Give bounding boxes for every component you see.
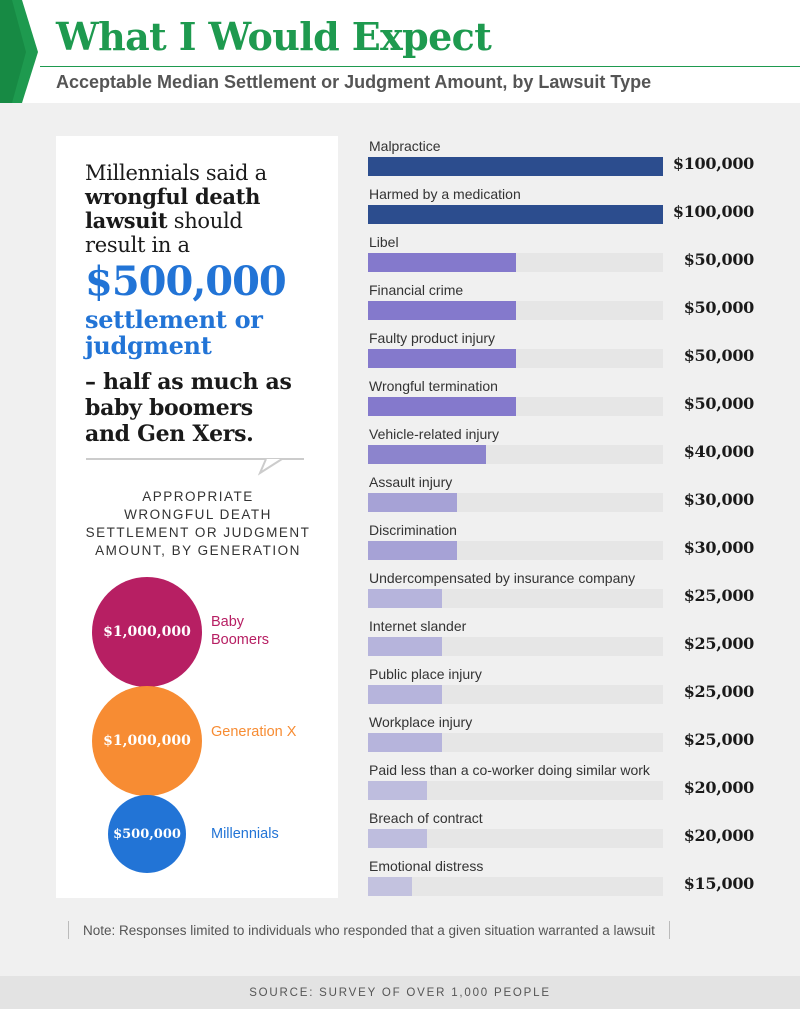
bar-value-label: $100,000 <box>672 202 754 221</box>
bar-track <box>368 877 663 896</box>
generation-caption <box>76 488 320 560</box>
bar-value-label: $50,000 <box>683 298 754 317</box>
title-divider <box>40 66 800 67</box>
bar <box>368 541 457 560</box>
caption-line: SETTLEMENT OR JUDGMENT <box>85 525 311 540</box>
bar-row <box>368 378 768 426</box>
bar-row <box>368 426 768 474</box>
bar <box>368 349 516 368</box>
bar-row <box>368 282 768 330</box>
bar-row <box>368 762 768 810</box>
bar-row <box>368 474 768 522</box>
speech-bubble-divider <box>86 456 304 476</box>
bar-track <box>368 349 663 368</box>
baby-boomers-circle <box>92 577 202 687</box>
generation-x-label <box>211 723 296 741</box>
callout-tail-line: baby boomers <box>85 395 253 421</box>
bar <box>368 877 412 896</box>
baby-boomers-label <box>211 613 269 649</box>
page-subtitle: Acceptable Median Settlement or Judgment Amount, by Lawsuit Type <box>56 72 652 92</box>
gen-label-line: Generation X <box>211 724 297 740</box>
callout-line <box>85 209 330 233</box>
bar-value-label: $50,000 <box>683 394 754 413</box>
bar-track <box>368 493 663 512</box>
bar <box>368 733 442 752</box>
bar-category-label: Faulty product injury <box>369 330 496 346</box>
callout-line: Millennials said a <box>85 161 267 185</box>
bar-value-label: $25,000 <box>683 586 754 605</box>
bar-track <box>368 589 663 608</box>
bar-row <box>368 858 768 906</box>
circle-value: $500,000 <box>113 826 181 842</box>
callout-blue-line: settlement or <box>85 305 263 334</box>
bar-row <box>368 330 768 378</box>
bar <box>368 637 442 656</box>
bar-category-label: Vehicle-related injury <box>369 426 499 442</box>
bar-value-label: $30,000 <box>683 538 754 557</box>
bar-value-label: $25,000 <box>683 682 754 701</box>
bar-value-label: $100,000 <box>672 154 754 173</box>
gen-label-line: Boomers <box>211 632 270 648</box>
note-divider <box>669 921 670 939</box>
gen-label-line: Millennials <box>211 826 279 842</box>
millennials-circle <box>108 795 186 873</box>
callout-line: wrongful death <box>85 184 261 209</box>
bar-value-label: $50,000 <box>683 250 754 269</box>
bar <box>368 493 457 512</box>
bar-category-label: Discrimination <box>369 522 457 538</box>
bar-track <box>368 253 663 272</box>
caption-line: WRONGFUL DEATH <box>124 507 272 522</box>
source-text: SOURCE: SURVEY OF OVER 1,000 PEOPLE <box>249 986 551 999</box>
bar-category-label: Paid less than a co-worker doing similar work <box>369 762 650 778</box>
bar-track <box>368 733 663 752</box>
bar-value-label: $25,000 <box>683 634 754 653</box>
bar <box>368 781 427 800</box>
bar <box>368 685 442 704</box>
bar-category-label: Assault injury <box>369 474 453 490</box>
bar-category-label: Libel <box>369 234 399 250</box>
caption-line: APPROPRIATE <box>142 489 254 504</box>
bar-value-label: $15,000 <box>683 874 754 893</box>
caption-line: AMOUNT, BY GENERATION <box>95 543 301 558</box>
bar-row <box>368 138 768 186</box>
callout-line: result in a <box>85 233 190 257</box>
bar-track <box>368 397 663 416</box>
bar-value-label: $40,000 <box>683 442 754 461</box>
bar-row <box>368 186 768 234</box>
circle-value: $1,000,000 <box>103 624 191 640</box>
bar-category-label: Harmed by a medication <box>369 186 521 202</box>
callout-tail-line: – half as much as <box>85 369 292 395</box>
bar-category-label: Emotional distress <box>369 858 484 874</box>
page-title: What I Would Expect <box>56 14 492 59</box>
header-flag-icon <box>0 0 42 103</box>
bar-category-label: Malpractice <box>369 138 441 154</box>
callout-card <box>56 136 338 898</box>
bar-track <box>368 205 663 224</box>
bar <box>368 205 663 224</box>
bar-row <box>368 666 768 714</box>
millennials-label <box>211 825 279 843</box>
bar-category-label: Financial crime <box>369 282 464 298</box>
bar <box>368 301 516 320</box>
bar <box>368 397 516 416</box>
footnote-text: Note: Responses limited to individuals who responded that a given situation warranted a lawsuit <box>83 922 655 938</box>
generation-x-circle <box>92 686 202 796</box>
callout-text <box>85 161 330 447</box>
bar-value-label: $25,000 <box>683 730 754 749</box>
bar-track <box>368 637 663 656</box>
callout-word: should <box>167 209 243 233</box>
bar-track <box>368 301 663 320</box>
bar-category-label: Internet slander <box>369 618 467 634</box>
bar-row <box>368 618 768 666</box>
bar-category-label: Breach of contract <box>369 810 483 826</box>
bar-value-label: $20,000 <box>683 826 754 845</box>
bar-category-label: Undercompensated by insurance company <box>369 570 636 586</box>
bar <box>368 829 427 848</box>
bar-track <box>368 541 663 560</box>
callout-bold-word: lawsuit <box>85 208 168 233</box>
bar-row <box>368 234 768 282</box>
bar-row <box>368 522 768 570</box>
bar-track <box>368 781 663 800</box>
gen-label-line: Baby <box>211 614 245 630</box>
bar <box>368 157 663 176</box>
callout-tail-line: and Gen Xers. <box>85 421 254 447</box>
bar-row <box>368 714 768 762</box>
header <box>0 0 800 103</box>
bar-category-label: Public place injury <box>369 666 482 682</box>
source-band <box>0 976 800 1009</box>
bar-track <box>368 685 663 704</box>
bar <box>368 589 442 608</box>
bar-category-label: Wrongful termination <box>369 378 498 394</box>
bar-value-label: $50,000 <box>683 346 754 365</box>
bar-track <box>368 445 663 464</box>
bar-value-label: $20,000 <box>683 778 754 797</box>
bar-row <box>368 810 768 858</box>
callout-big-amount: $500,000 <box>85 258 286 305</box>
bar-track <box>368 829 663 848</box>
footnote <box>68 920 670 940</box>
bar <box>368 253 516 272</box>
bar-category-label: Workplace injury <box>369 714 473 730</box>
bar <box>368 445 486 464</box>
circle-value: $1,000,000 <box>103 733 191 749</box>
bar-value-label: $30,000 <box>683 490 754 509</box>
callout-blue-line: judgment <box>85 331 212 360</box>
bar-track <box>368 157 663 176</box>
bar-row <box>368 570 768 618</box>
